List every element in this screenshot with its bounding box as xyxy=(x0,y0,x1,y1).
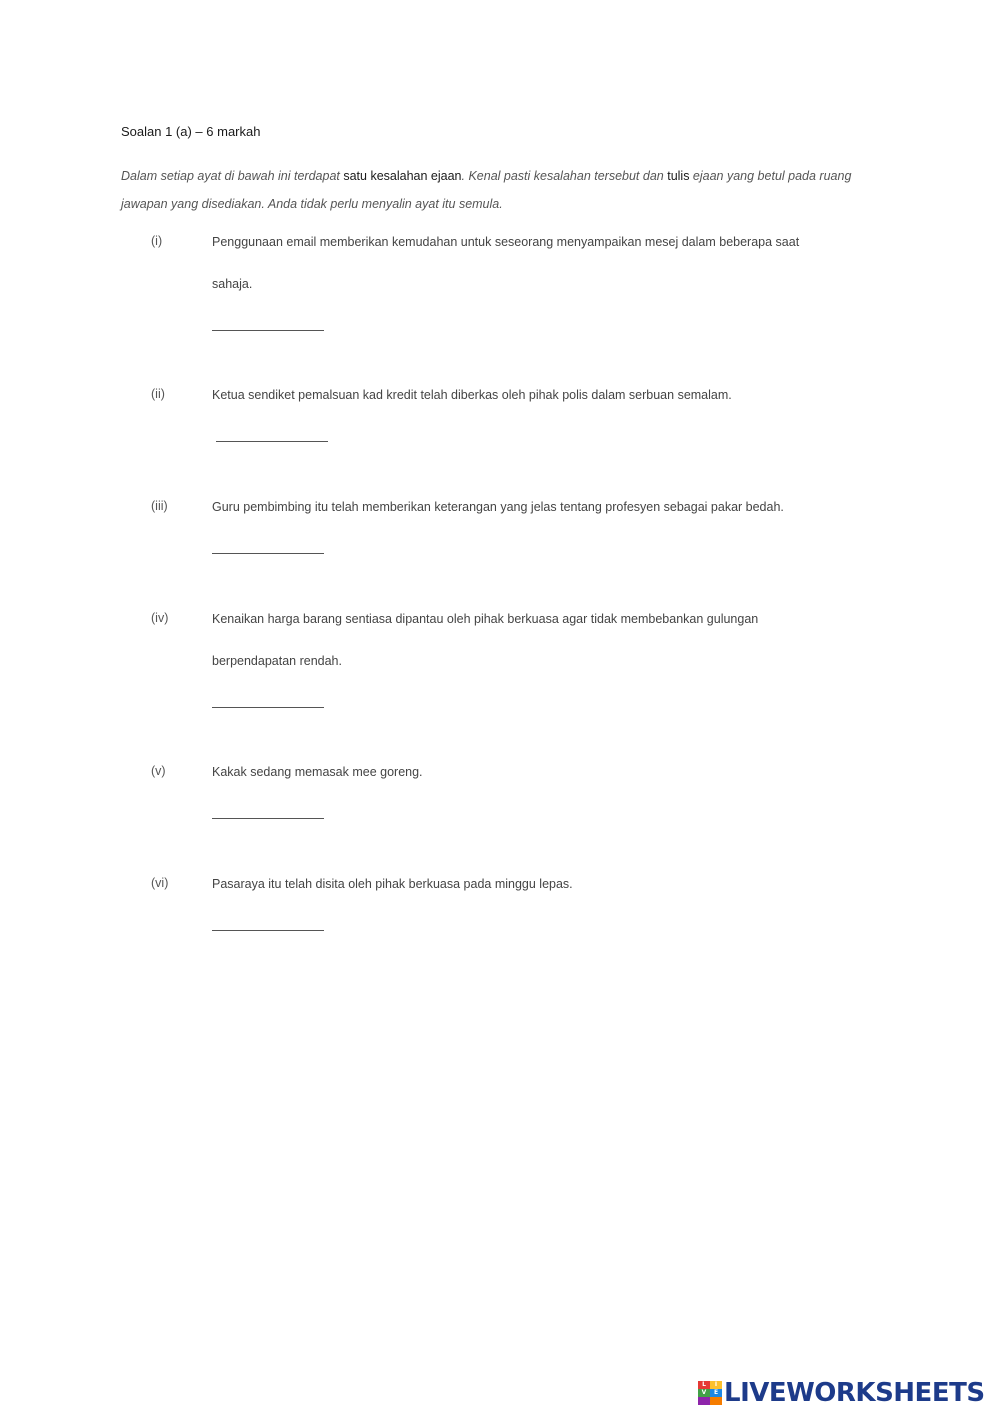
question-heading: Soalan 1 (a) – 6 markah xyxy=(121,124,261,139)
answer-input-5[interactable] xyxy=(212,804,324,819)
question-text-line-1: Kakak sedang memasak mee goreng. xyxy=(212,765,423,779)
answer-input-6[interactable] xyxy=(212,916,324,931)
answer-input-3[interactable] xyxy=(212,539,324,554)
logo-mark-cell: L xyxy=(698,1381,710,1389)
question-text-line-1: Ketua sendiket pemalsuan kad kredit telah diberkas oleh pihak polis dalam serbuan semalam. xyxy=(212,388,732,402)
instructions-part2: . Kenal pasti kesalahan tersebut dan xyxy=(461,169,668,183)
answer-input-4[interactable] xyxy=(212,693,324,708)
logo-mark-cell: I xyxy=(710,1381,722,1389)
logo-mark-cell: E xyxy=(710,1389,722,1397)
instructions xyxy=(121,162,881,218)
question-number: (v) xyxy=(151,764,166,778)
answer-input-2[interactable] xyxy=(216,427,328,442)
logo-mark-cell: V xyxy=(698,1389,710,1397)
question-text-line-1: Penggunaan email memberikan kemudahan untuk seseorang menyampaikan mesej dalam beberapa saat xyxy=(212,235,800,249)
question-number: (iv) xyxy=(151,611,169,625)
liveworksheets-logo xyxy=(698,1378,985,1408)
logo-mark-cell xyxy=(698,1397,710,1405)
question-text-line-2: berpendapatan rendah. xyxy=(212,654,342,668)
logo-mark-cell xyxy=(710,1397,722,1405)
instructions-emphasis-2: tulis xyxy=(667,169,690,183)
question-number: (i) xyxy=(151,234,163,248)
answer-input-1[interactable] xyxy=(212,316,324,331)
question-number: (vi) xyxy=(151,876,169,890)
question-number: (ii) xyxy=(151,387,165,401)
instructions-emphasis-1: satu kesalahan ejaan xyxy=(343,169,462,183)
logo-text: LIVEWORKSHEETS xyxy=(724,1378,985,1408)
instructions-part1: Dalam setiap ayat di bawah ini terdapat xyxy=(121,169,344,183)
question-text-line-1: Guru pembimbing itu telah memberikan keterangan yang jelas tentang profesyen sebagai pakar bedah. xyxy=(212,500,784,514)
instructions-part3: ejaan yang betul pada ruang jawapan yang disediakan. Anda tidak perlu menyalin ayat itu semula. xyxy=(121,169,852,211)
question-number: (iii) xyxy=(151,499,168,513)
question-text-line-1: Kenaikan harga barang sentiasa dipantau oleh pihak berkuasa agar tidak membebankan gulungan xyxy=(212,612,759,626)
logo-mark-icon xyxy=(698,1381,722,1405)
question-text-line-1: Pasaraya itu telah disita oleh pihak berkuasa pada minggu lepas. xyxy=(212,877,573,891)
question-text-line-2: sahaja. xyxy=(212,277,253,291)
